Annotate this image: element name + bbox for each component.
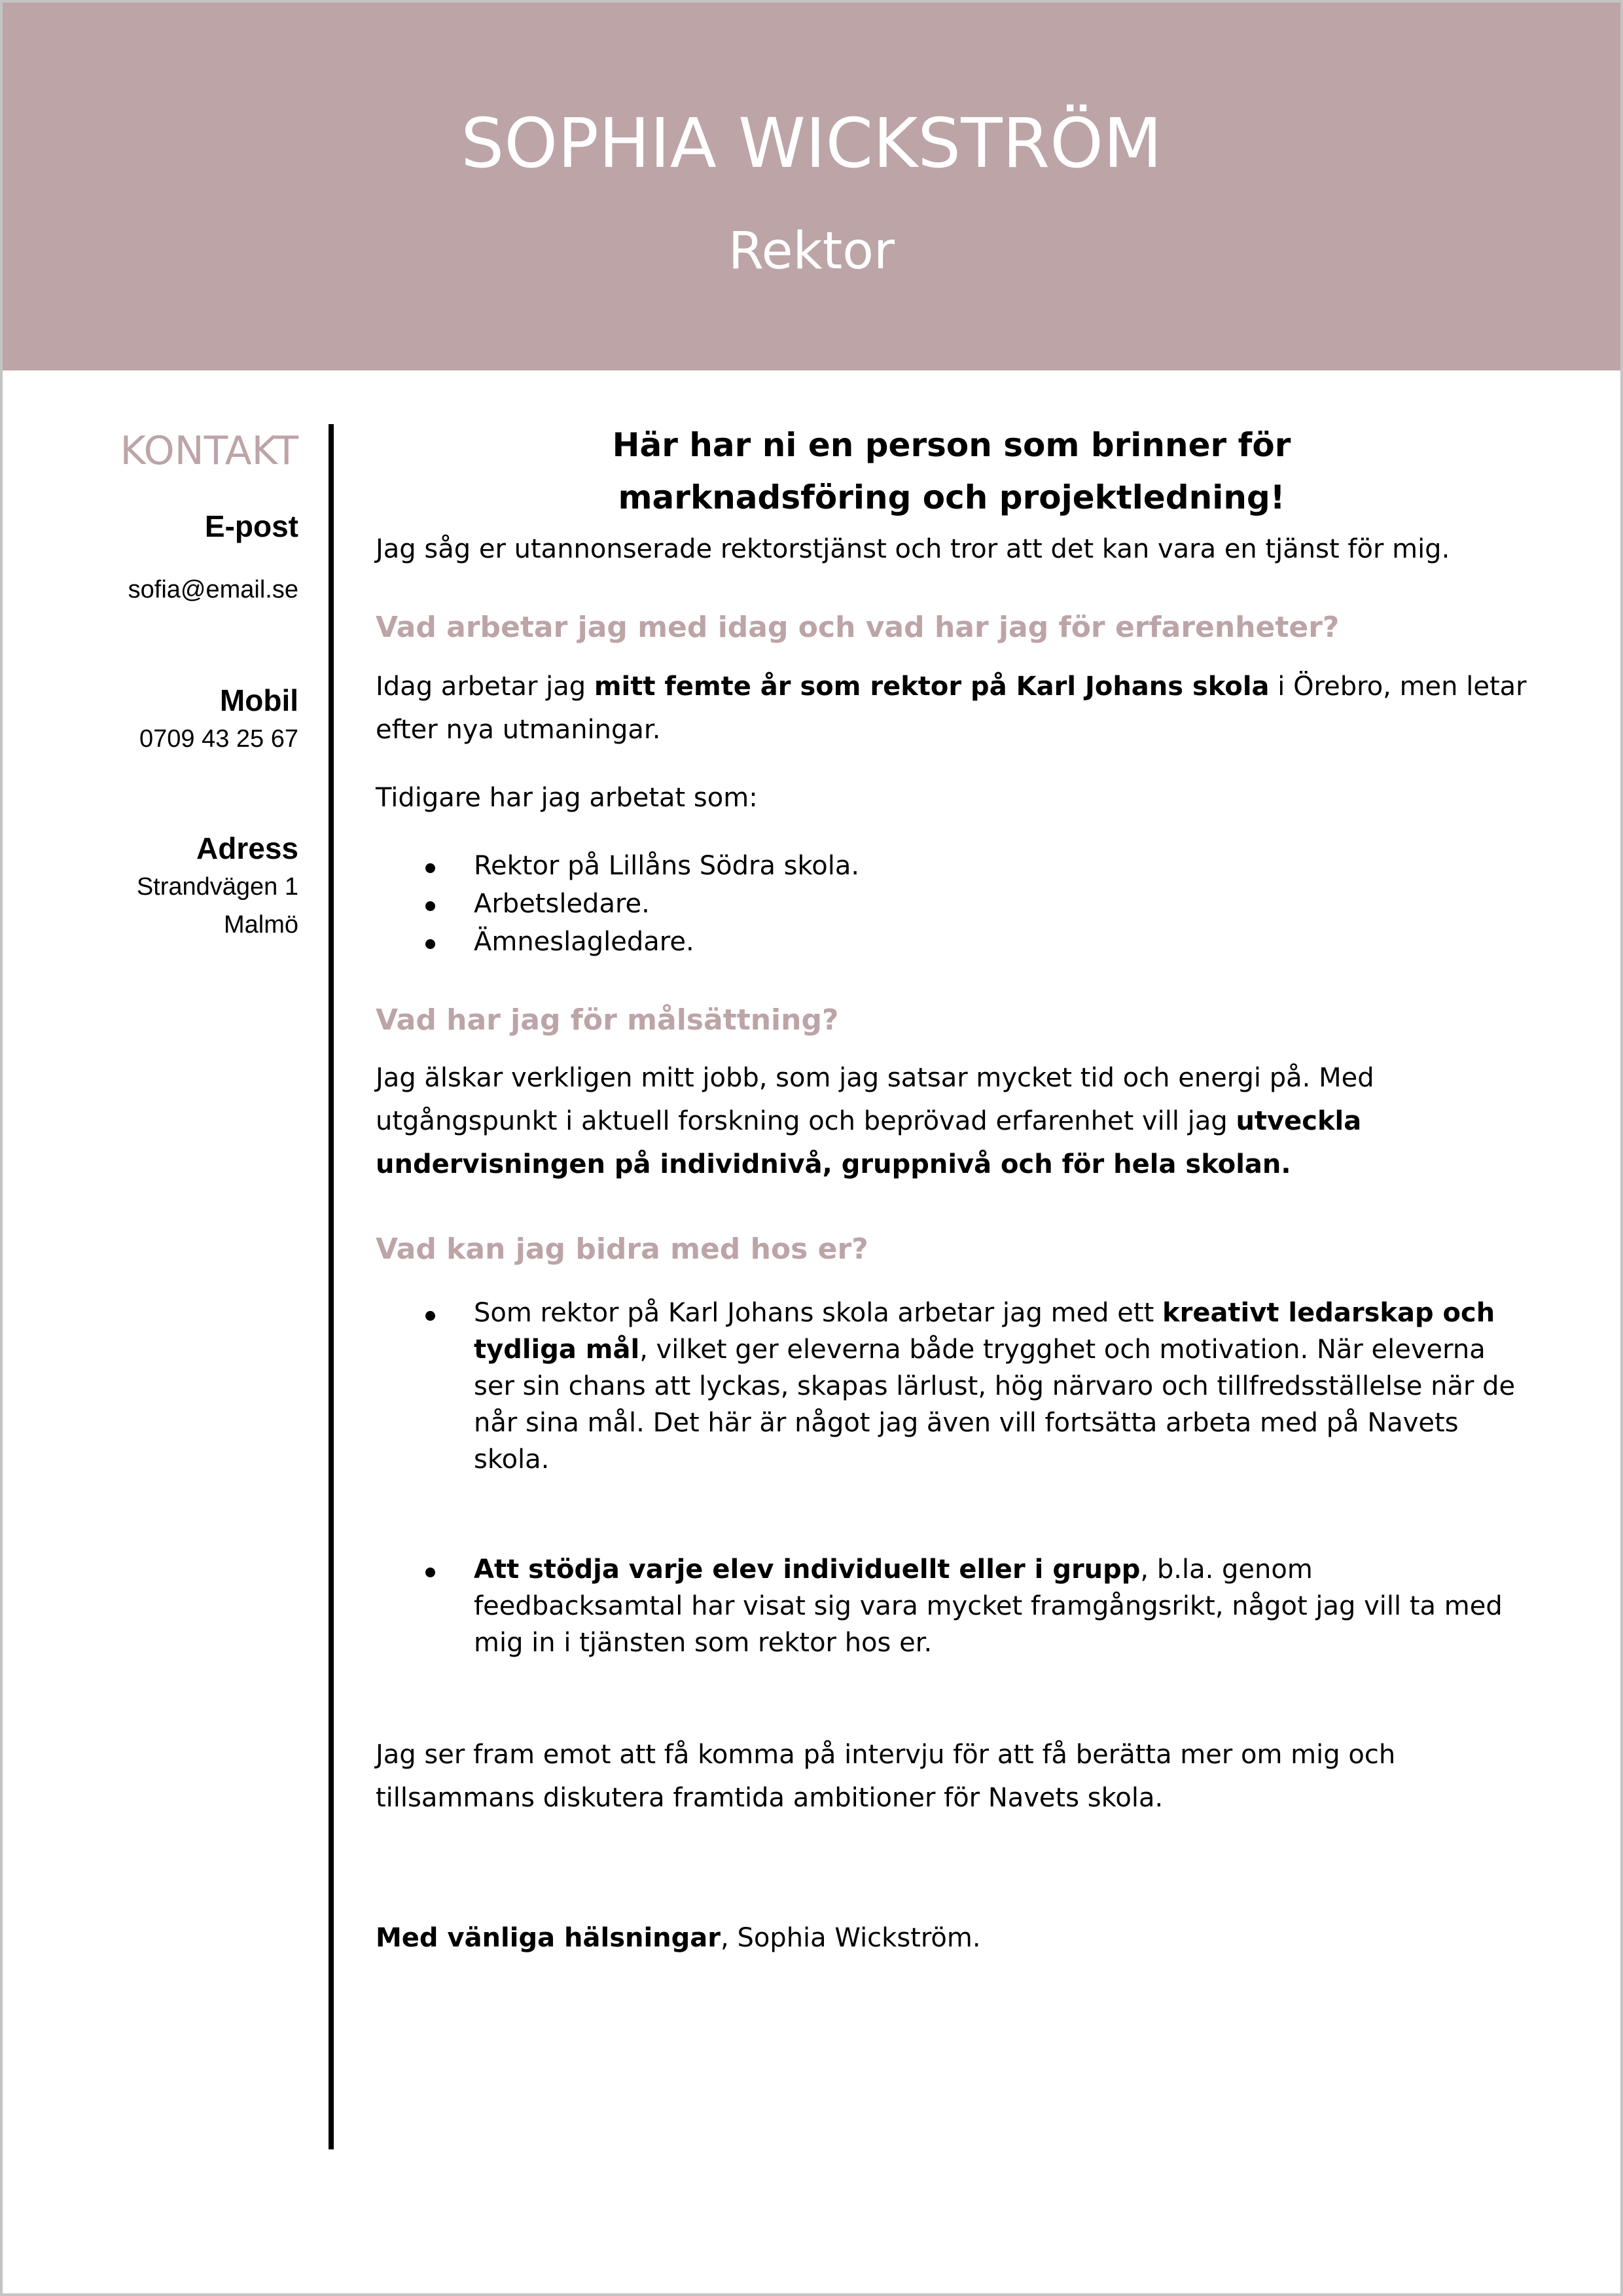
cover-letter xyxy=(376,419,1527,1960)
list-item xyxy=(376,1295,1527,1478)
email-value: sofia@email.se xyxy=(128,576,298,603)
headline-line2: marknadsföring och projektledning! xyxy=(618,478,1285,516)
signoff-greeting: Med vänliga hälsningar xyxy=(376,1923,721,1953)
contribution-text: Som rektor på Karl Johans skola arbetar jag med ett xyxy=(474,1298,1162,1328)
section-heading-experience: Vad arbetar jag med idag och vad har jag för erfarenheter? xyxy=(376,611,1340,644)
header-banner xyxy=(3,3,1620,370)
phone-label: Mobil xyxy=(219,683,298,717)
job-title: Rektor xyxy=(728,222,895,281)
contribution-text-end: , b.la. genom feedbacksamtal har visat sig vara mycket framgångsrikt, något jag vill ta med mig in i tjänsten som rektor hos er. xyxy=(474,1554,1503,1658)
section-heading-goals: Vad har jag för målsättning? xyxy=(376,1003,839,1037)
applicant-name: SOPHIA WICKSTRÖM xyxy=(461,103,1162,183)
list-item: Arbetsledare. xyxy=(376,885,1527,923)
list-item: Rektor på Lillåns Södra skola. xyxy=(376,847,1527,885)
signoff-name: , Sophia Wickström. xyxy=(721,1923,981,1953)
goals-text: Jag älskar verkligen mitt jobb, som jag satsar mycket tid och energi på. Med utgångspunkt i aktuell forskning och beprövad erfarenhet vill jag xyxy=(376,1063,1374,1136)
address-label: Adress xyxy=(196,831,298,865)
current-job-text: Idag arbetar jag xyxy=(376,672,594,702)
list-item xyxy=(376,1551,1527,1661)
contribution-highlight: kreativt ledarskap och tydliga mål xyxy=(474,1298,1495,1365)
current-job-text-end: i Örebro, men letar efter nya utmaningar. xyxy=(376,672,1527,745)
current-job-highlight: mitt femte år som rektor på Karl Johans skola xyxy=(594,672,1270,702)
previous-jobs-intro: Tidigare har jag arbetat som: xyxy=(376,783,758,813)
contribution-text-end: , vilket ger eleverna både trygghet och motivation. När eleverna ser sin chans att lyckas, skapas lärlust, hög närvaro och tillfredsställelse när de når sina mål. Det här är något jag även vill fortsätta arbeta med på Navets skola. xyxy=(474,1335,1516,1475)
signoff xyxy=(376,1916,1527,1960)
goals-highlight: utveckla undervisningen på individnivå, gruppnivå och för hela skolan. xyxy=(376,1106,1362,1179)
email-label: E-post xyxy=(204,509,298,543)
letter-headline xyxy=(376,419,1527,524)
headline-line1: Här har ni en person som brinner för xyxy=(612,426,1291,464)
contact-heading: KONTAKT xyxy=(120,428,298,474)
section-heading-contribution: Vad kan jag bidra med hos er? xyxy=(376,1232,868,1266)
contribution-highlight: Att stödja varje elev individuellt eller i grupp xyxy=(474,1554,1141,1585)
address-line1: Strandvägen 1 xyxy=(136,873,298,901)
previous-jobs-list xyxy=(376,847,1527,961)
current-job-paragraph xyxy=(376,665,1527,751)
contribution-list xyxy=(376,1295,1527,1661)
intro-paragraph: Jag såg er utannonserade rektorstjänst och tror att det kan vara en tjänst för mig. xyxy=(376,534,1450,564)
address-line2: Malmö xyxy=(223,911,298,939)
phone-value: 0709 43 25 67 xyxy=(139,725,298,753)
list-item: Ämneslagledare. xyxy=(376,923,1527,961)
closing-paragraph: Jag ser fram emot att få komma på intervju för att få berätta mer om mig och tillsammans diskutera framtida ambitioner för Navets skola. xyxy=(376,1740,1396,1813)
goals-paragraph xyxy=(376,1056,1527,1186)
vertical-divider xyxy=(329,424,334,2149)
